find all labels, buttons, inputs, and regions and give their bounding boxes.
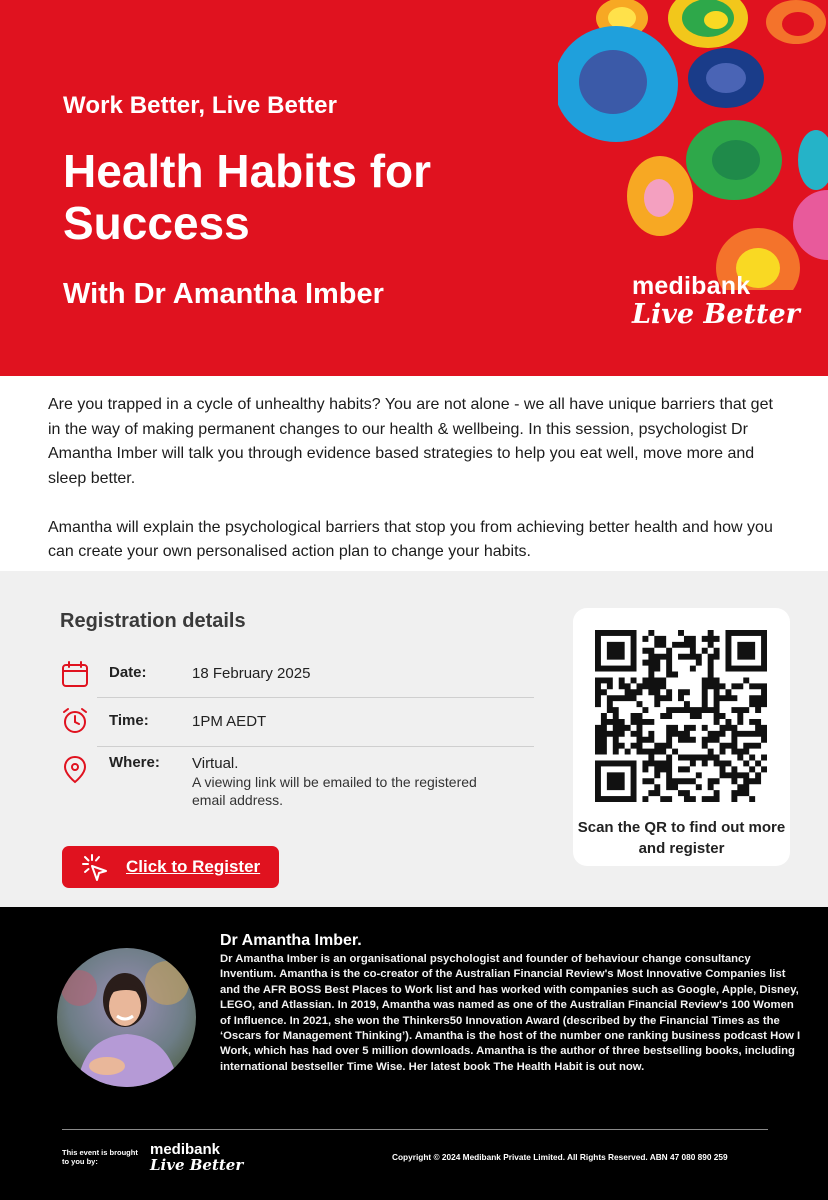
where-row	[60, 754, 534, 814]
footer-logo-wordmark: medibank	[150, 1141, 221, 1158]
time-row	[60, 706, 534, 736]
where-main: Virtual.	[192, 755, 239, 772]
event-title: Health Habits for Success	[63, 145, 432, 249]
qr-code[interactable]	[595, 630, 767, 802]
decorative-blobs	[558, 0, 828, 290]
register-button-label: Click to Register	[126, 857, 261, 876]
footer-logo-tagline: Live Better	[150, 1156, 244, 1174]
registration-heading: Registration details	[60, 610, 246, 632]
divider	[97, 746, 534, 747]
brought-by-text: This event is brought to you by:	[62, 1148, 138, 1166]
footer-divider	[62, 1129, 768, 1130]
logo-wordmark: medibank	[632, 272, 751, 300]
hero-banner	[0, 0, 828, 376]
divider	[97, 697, 534, 698]
register-button[interactable]	[62, 846, 279, 888]
date-row	[60, 659, 534, 689]
speaker-bio-text: Dr Amantha Imber is an organisational psychologist and founder of behaviour change consultancy Inventium. Amantha is the co-creator of the Australian Financial Review's Most Innovative Companies list and the AFR BOSS Best Places to Work list and has worked with companies such as Google, Apple, Disney, LEGO, and Atlassian. In 2019, Amantha was named as one of the Australian Financial Review's 100 Women of Influence. In 2021, she won the Thinkers50 Innovation Award (described by the Financial Times as the ‘Oscars for Management Thinking’). Amantha is the host of the number one ranking business podcast How I Work, which has had over 5 million downloads. Amantha is the author of three bestselling books, including international bestseller Time Wise. Her latest book The Health Habit is out now.	[220, 953, 801, 1073]
intro-paragraph-2: Amantha will explain the psychological barriers that stop you from achieving better health and how you can create your own personalised action plan to change your habits.	[48, 518, 773, 560]
where-value	[192, 754, 482, 809]
sparkle-cursor-icon	[80, 853, 110, 883]
logo-tagline: Live Better	[632, 299, 800, 330]
date-value: 18 February 2025	[192, 665, 311, 682]
where-label: Where:	[109, 754, 160, 771]
qr-card	[573, 608, 790, 866]
time-label: Time:	[109, 712, 149, 729]
copyright-text: Copyright © 2024 Medibank Private Limited. All Rights Reserved. ABN 47 080 890 259	[392, 1152, 728, 1162]
alarm-clock-icon	[60, 706, 90, 736]
speaker-bio	[0, 907, 828, 1200]
intro-text	[48, 393, 788, 589]
time-value: 1PM AEDT	[192, 713, 267, 730]
speaker-photo	[57, 948, 196, 1087]
event-subtitle: With Dr Amantha Imber	[63, 278, 384, 310]
event-kicker: Work Better, Live Better	[63, 92, 338, 119]
calendar-icon	[60, 659, 90, 689]
registration-panel	[0, 571, 828, 907]
speaker-name: Dr Amantha Imber.	[220, 932, 362, 949]
medibank-logo	[632, 274, 800, 330]
qr-caption: Scan the QR to find out more and register	[577, 819, 786, 857]
footer-medibank-logo	[150, 1142, 243, 1174]
intro-paragraph-1: Are you trapped in a cycle of unhealthy habits? You are not alone - we all have unique barriers that get in the way of making permanent changes to our health & wellbeing. In this session, psychologist Dr Amantha Imber will talk you through evidence based strategies to help you eat well, move more and sleep better.	[48, 396, 773, 487]
location-pin-icon	[60, 754, 90, 784]
where-note: A viewing link will be emailed to the registered email address.	[192, 774, 477, 808]
date-label: Date:	[109, 664, 147, 681]
